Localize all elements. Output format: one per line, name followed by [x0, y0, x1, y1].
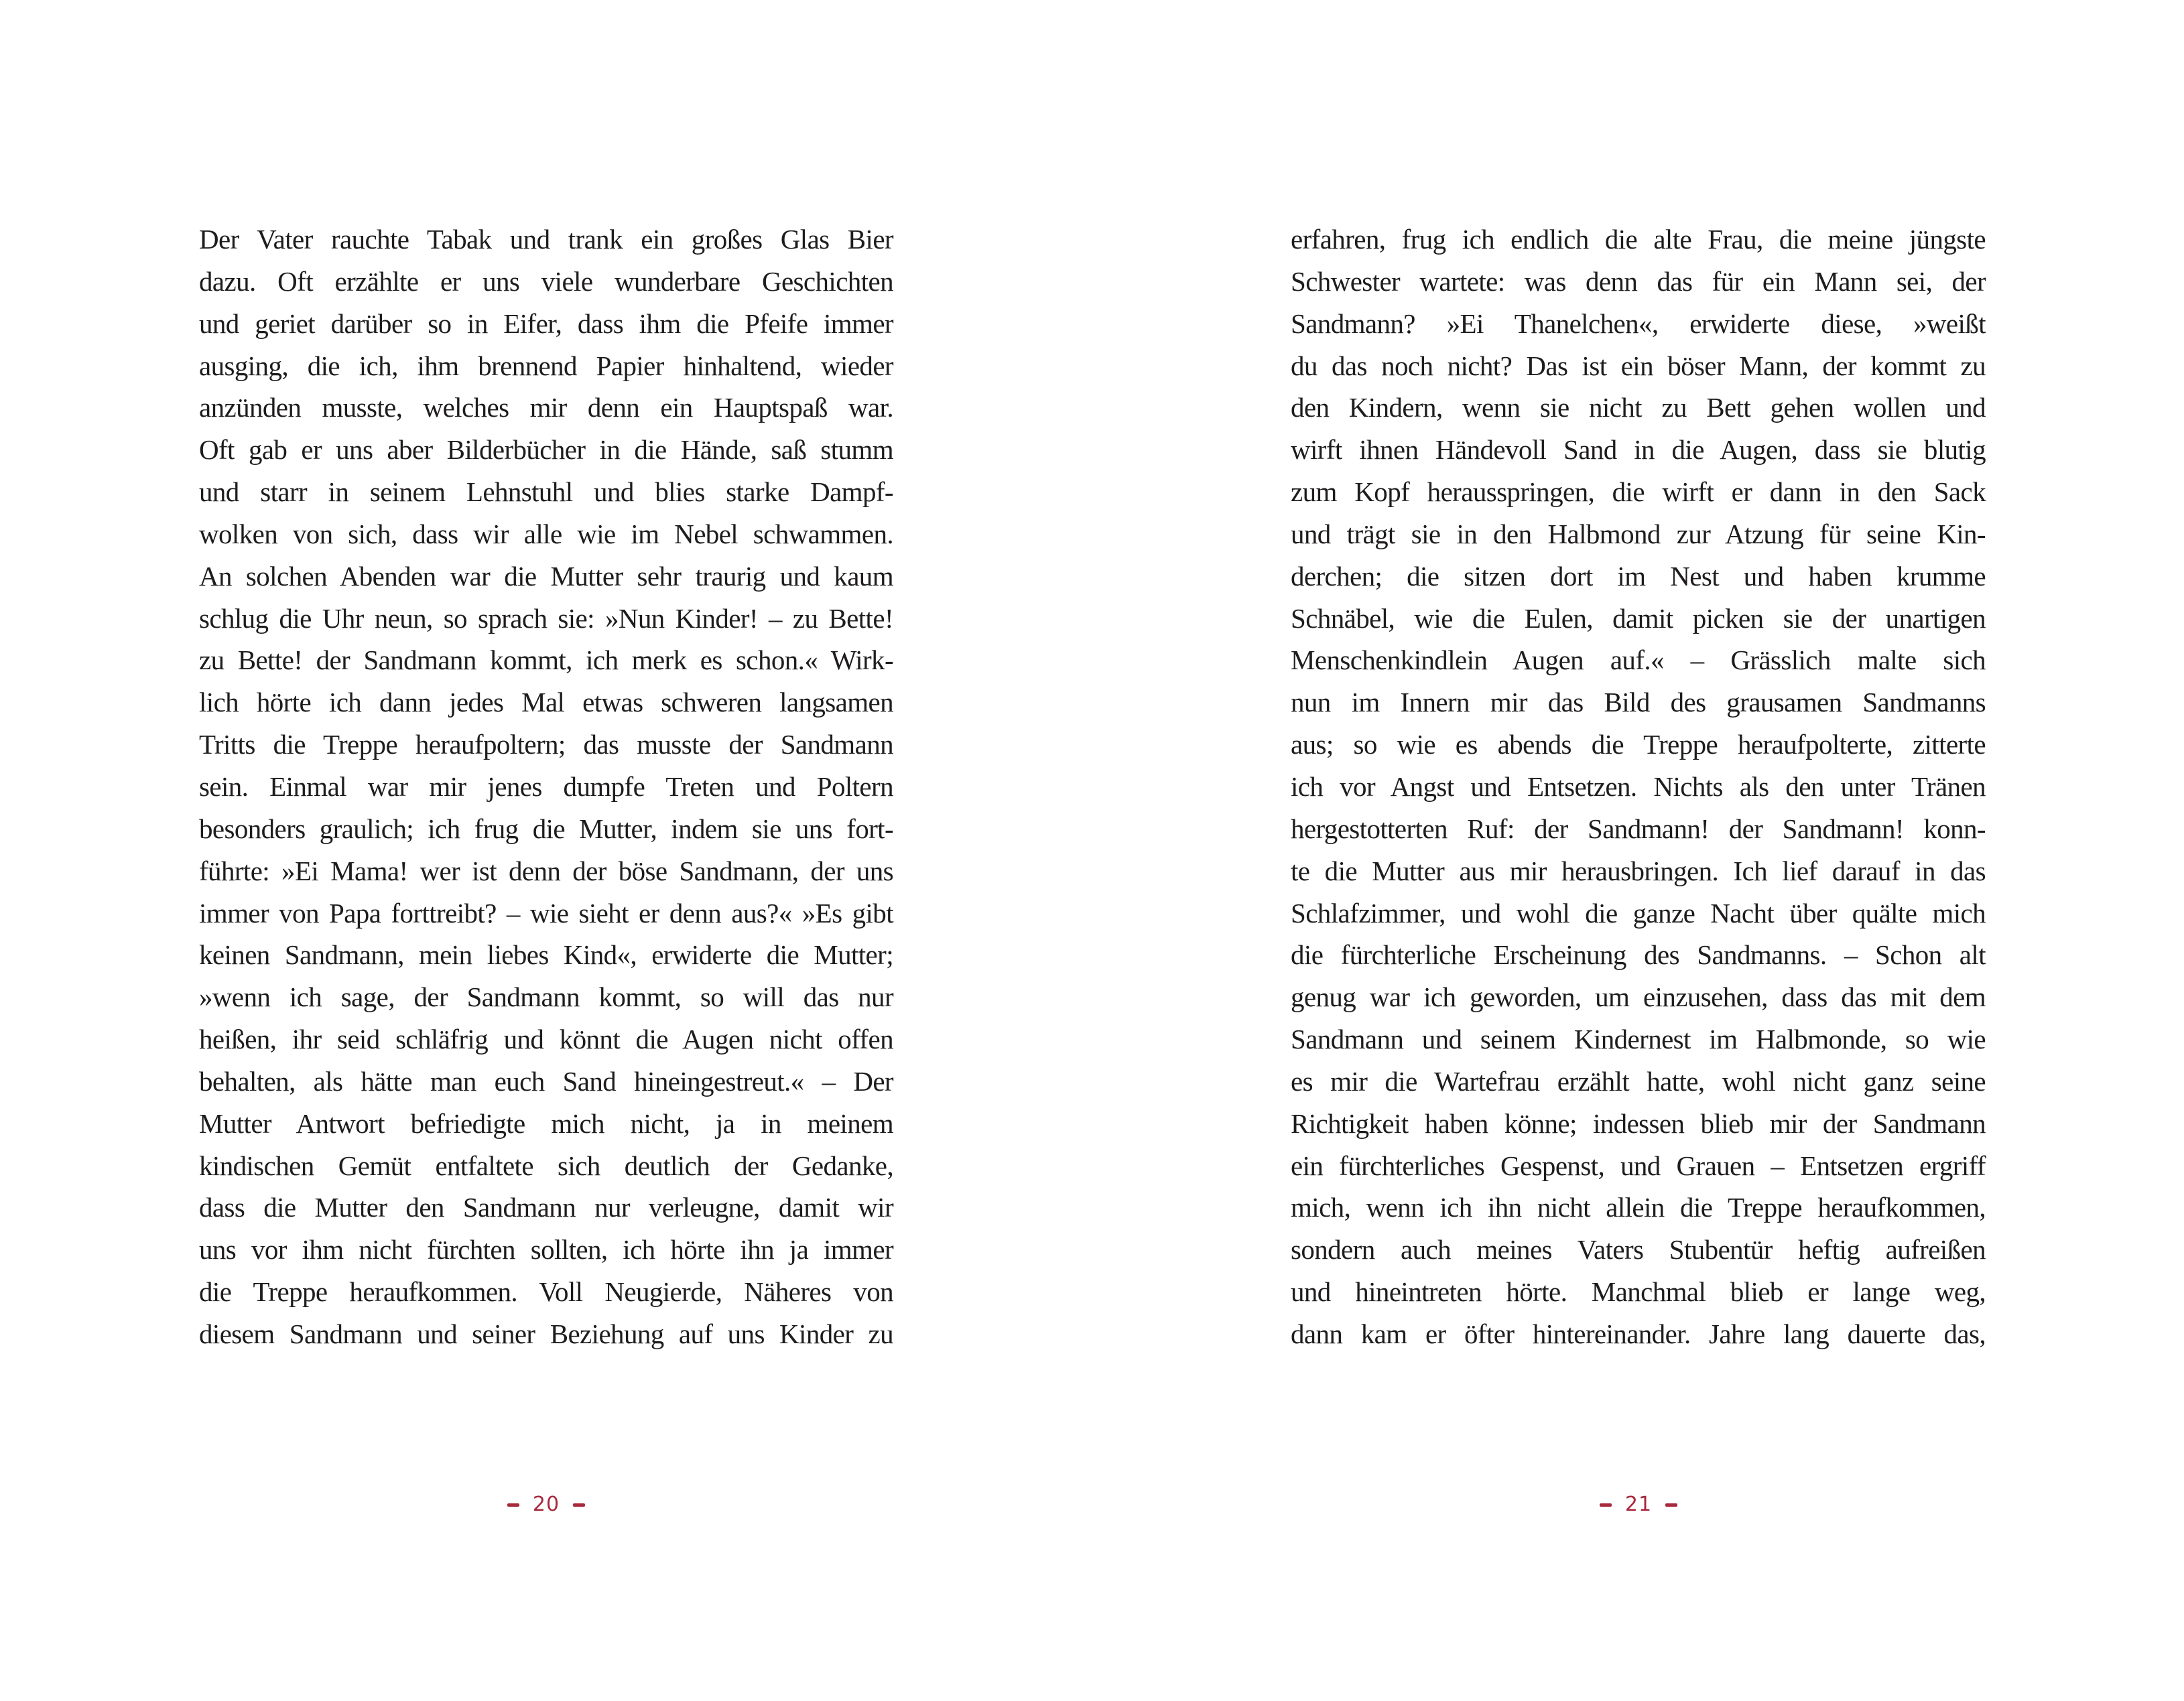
text-line: genug war ich geworden, um einzusehen, dass das mit dem	[1291, 981, 1986, 1013]
text-line: die Treppe heraufkommen. Voll Neugierde, Näheres von	[199, 1276, 893, 1308]
text-line: zu Bette! der Sandmann kommt, ich merk es schon.« Wirk-	[199, 644, 893, 676]
text-line: hergestotterten Ruf: der Sandmann! der Sandmann! konn-	[1291, 813, 1986, 844]
text-line: derchen; die sitzen dort im Nest und haben krumme	[1291, 560, 1986, 592]
text-line: uns vor ihm nicht fürchten sollten, ich hörte ihn ja immer	[199, 1234, 893, 1266]
text-line: Sandmann und seinem Kindernest im Halbmonde, so wie	[1291, 1024, 1986, 1055]
text-line: ich vor Angst und Entsetzen. Nichts als den unter Tränen	[1291, 770, 1986, 802]
text-line: die fürchterliche Erscheinung des Sandmanns. – Schon alt	[1291, 939, 1986, 971]
text-line: behalten, als hätte man euch Sand hineingestreut.« – Der	[199, 1065, 893, 1097]
text-line: und trägt sie in den Halbmond zur Atzung für seine Kin-	[1291, 518, 1986, 549]
page-number-value: 20	[532, 1493, 560, 1516]
text-line: sondern auch meines Vaters Stubentür heftig aufreißen	[1291, 1234, 1986, 1266]
body-text	[199, 218, 893, 1355]
text-line: keinen Sandmann, mein liebes Kind«, erwiderte die Mutter;	[199, 939, 893, 971]
page-number	[446, 1493, 647, 1517]
text-line: anzünden musste, welches mir denn ein Hauptspaß war.	[199, 392, 893, 423]
folio-dash-right	[1665, 1503, 1677, 1507]
text-line: dann kam er öfter hintereinander. Jahre lang dauerte das,	[1291, 1318, 1986, 1349]
text-line: den Kindern, wenn sie nicht zu Bett gehen wollen und	[1291, 392, 1986, 423]
body-text	[1291, 218, 1986, 1355]
text-line: du das noch nicht? Das ist ein böser Mann, der kommt zu	[1291, 350, 1986, 381]
folio-dash-right	[573, 1503, 585, 1507]
text-line: ausging, die ich, ihm brennend Papier hinhaltend, wieder	[199, 350, 893, 381]
text-line: diesem Sandmann und seiner Beziehung auf uns Kinder zu	[199, 1318, 893, 1349]
text-line: mich, wenn ich ihn nicht allein die Treppe heraufkommen,	[1291, 1192, 1986, 1223]
folio-dash-left	[1600, 1503, 1612, 1507]
text-line: heißen, ihr seid schläfrig und könnt die Augen nicht offen	[199, 1024, 893, 1055]
text-line: Tritts die Treppe heraufpoltern; das musste der Sandmann	[199, 729, 893, 760]
text-line: führte: »Ei Mama! wer ist denn der böse Sandmann, der uns	[199, 855, 893, 886]
text-line: An solchen Abenden war die Mutter sehr traurig und kaum	[199, 560, 893, 592]
folio-dash-left	[507, 1503, 519, 1507]
text-line: und hineintreten hörte. Manchmal blieb er lange weg,	[1291, 1276, 1986, 1308]
text-line: Schwester wartete: was denn das für ein Mann sei, der	[1291, 265, 1986, 297]
text-line: lich hörte ich dann jedes Mal etwas schweren langsamen	[199, 687, 893, 718]
text-line: Richtigkeit haben könne; indessen blieb mir der Sandmann	[1291, 1107, 1986, 1139]
text-line: Mutter Antwort befriedigte mich nicht, ja in meinem	[199, 1107, 893, 1139]
text-line: aus; so wie es abends die Treppe heraufpolterte, zitterte	[1291, 729, 1986, 760]
text-line: Der Vater rauchte Tabak und trank ein großes Glas Bier	[199, 224, 893, 255]
text-line: kindischen Gemüt entfaltete sich deutlich der Gedanke,	[199, 1150, 893, 1181]
text-line: es mir die Wartefrau erzählt hatte, wohl nicht ganz seine	[1291, 1065, 1986, 1097]
text-line: besonders graulich; ich frug die Mutter, indem sie uns fort-	[199, 813, 893, 844]
text-line: und starr in seinem Lehnstuhl und blies starke Dampf-	[199, 476, 893, 508]
text-line: Oft gab er uns aber Bilderbücher in die Hände, saß stumm	[199, 434, 893, 466]
text-line: und geriet darüber so in Eifer, dass ihm die Pfeife immer	[199, 308, 893, 339]
page-number-value: 21	[1624, 1493, 1653, 1516]
text-line: ein fürchterliches Gespenst, und Grauen – Entsetzen ergriff	[1291, 1150, 1986, 1181]
text-line: »wenn ich sage, der Sandmann kommt, so will das nur	[199, 981, 893, 1013]
text-line: dazu. Oft erzählte er uns viele wunderbare Geschichten	[199, 265, 893, 297]
text-line: Schlafzimmer, und wohl die ganze Nacht über quälte mich	[1291, 897, 1986, 929]
text-line: immer von Papa forttreibt? – wie sieht er denn aus?« »Es gibt	[199, 897, 893, 929]
text-line: erfahren, frug ich endlich die alte Frau, die meine jüngste	[1291, 224, 1986, 255]
text-line: zum Kopf herausspringen, die wirft er dann in den Sack	[1291, 476, 1986, 508]
text-line: Schnäbel, wie die Eulen, damit picken sie der unartigen	[1291, 602, 1986, 634]
text-line: Sandmann? »Ei Thanelchen«, erwiderte diese, »weißt	[1291, 308, 1986, 339]
text-line: wirft ihnen Händevoll Sand in die Augen, dass sie blutig	[1291, 434, 1986, 466]
text-line: Menschenkindlein Augen auf.« – Grässlich malte sich	[1291, 644, 1986, 676]
text-line: wolken von sich, dass wir alle wie im Nebel schwammen.	[199, 518, 893, 549]
page-right	[1092, 0, 2184, 1701]
text-line: te die Mutter aus mir herausbringen. Ich lief darauf in das	[1291, 855, 1986, 886]
page-number	[1538, 1493, 1739, 1517]
text-line: nun im Innern mir das Bild des grausamen Sandmanns	[1291, 687, 1986, 718]
text-line: schlug die Uhr neun, so sprach sie: »Nun Kinder! – zu Bette!	[199, 602, 893, 634]
text-line: dass die Mutter den Sandmann nur verleugne, damit wir	[199, 1192, 893, 1223]
text-line: sein. Einmal war mir jenes dumpfe Treten und Poltern	[199, 770, 893, 802]
